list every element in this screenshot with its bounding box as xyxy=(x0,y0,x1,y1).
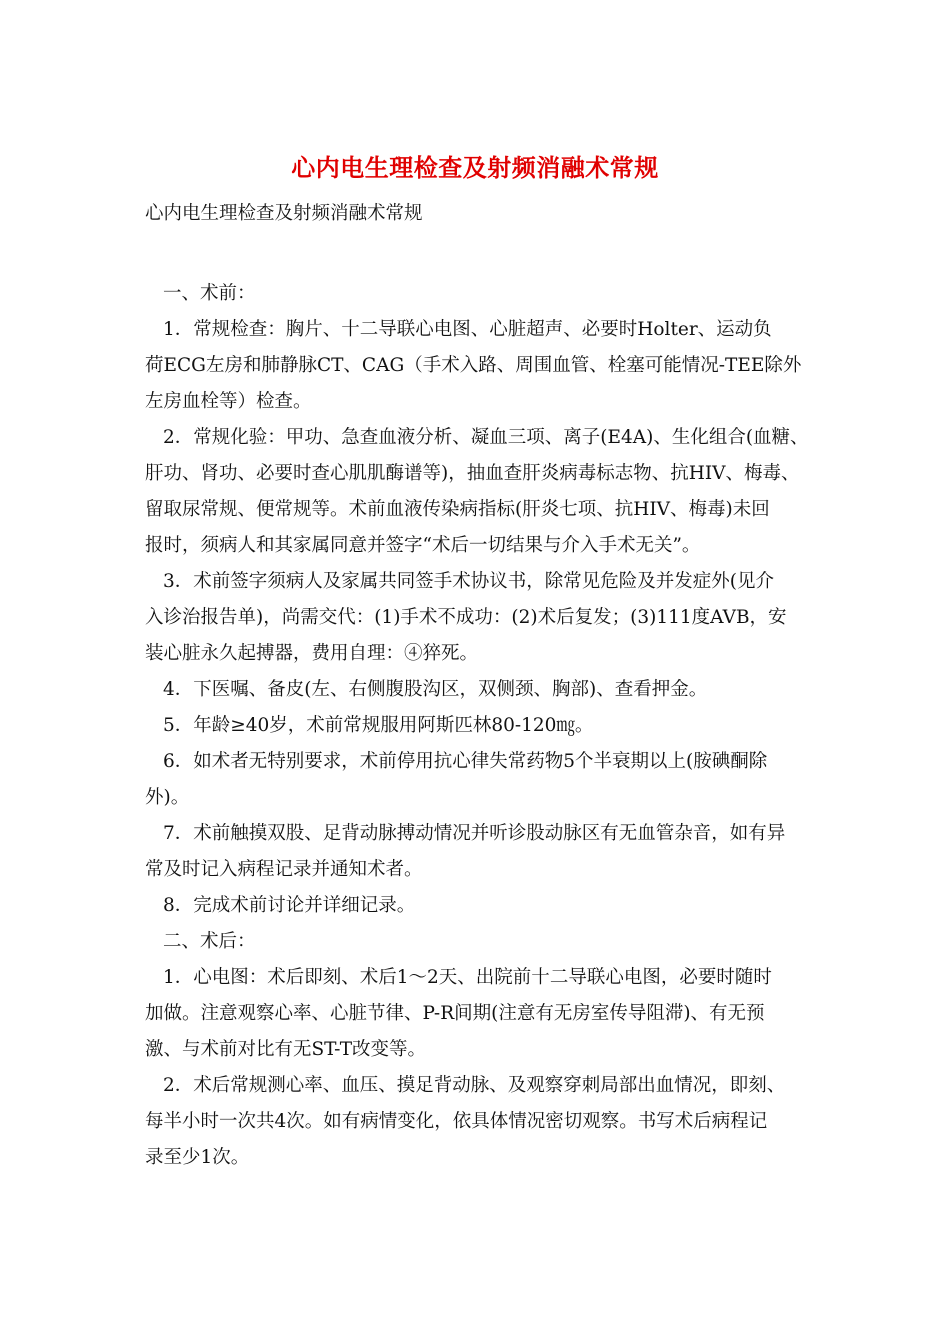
paragraph-line: 装心脏永久起搏器，费用自理：④猝死。 xyxy=(145,643,479,664)
paragraph-line: 1．心电图：术后即刻、术后1～2天、出院前十二导联心电图，必要时随时 xyxy=(163,967,772,988)
paragraph-line: 5．年龄≥40岁，术前常规服用阿斯匹林80-120㎎。 xyxy=(163,715,594,736)
paragraph-line: 2．术后常规测心率、血压、摸足背动脉、及观察穿刺局部出血情况，即刻、 xyxy=(163,1075,786,1096)
section-heading-preop: 一、术前： xyxy=(163,283,256,304)
paragraph-line: 3．术前签字须病人及家属共同签手术协议书，除常见危险及并发症外(见介 xyxy=(163,571,774,592)
paragraph-line: 加做。注意观察心率、心脏节律、P-R间期(注意有无房室传导阻滞)、有无预 xyxy=(145,1003,765,1024)
paragraph-line: 激、与术前对比有无ST-T改变等。 xyxy=(145,1039,427,1060)
paragraph-line: 荷ECG左房和肺静脉CT、CAG（手术入路、周围血管、栓塞可能情况-TEE除外 xyxy=(145,355,802,376)
paragraph-line: 常及时记入病程记录并通知术者。 xyxy=(145,859,423,880)
paragraph-line: 6．如术者无特别要求，术前停用抗心律失常药物5个半衰期以上(胺碘酮除 xyxy=(163,751,768,772)
paragraph-line: 报时，须病人和其家属同意并签字“术后一切结果与介入手术无关”。 xyxy=(145,535,701,556)
paragraph-line: 左房血栓等）检查。 xyxy=(145,391,312,412)
paragraph-line: 每半小时一次共4次。如有病情变化，依具体情况密切观察。书写术后病程记 xyxy=(145,1111,768,1132)
paragraph-line: 入诊治报告单)，尚需交代：(1)手术不成功：(2)术后复发；(3)111度AVB，安 xyxy=(145,607,787,628)
paragraph-line: 7．术前触摸双股、足背动脉搏动情况并听诊股动脉区有无血管杂音，如有异 xyxy=(163,823,786,844)
paragraph-line: 1．常规检查：胸片、十二导联心电图、心脏超声、必要时Holter、运动负 xyxy=(163,319,772,340)
paragraph-line: 留取尿常规、便常规等。术前血液传染病指标(肝炎七项、抗HIV、梅毒)未回 xyxy=(145,499,770,520)
document-title: 心内电生理检查及射频消融术常规 xyxy=(291,154,659,182)
subtitle-line: 心内电生理检查及射频消融术常规 xyxy=(145,203,423,224)
document-body xyxy=(145,196,825,1176)
paragraph-line: 肝功、肾功、必要时查心肌肌酶谱等)，抽血查肝炎病毒标志物、抗HIV、梅毒、 xyxy=(145,463,800,484)
paragraph-line: 外)。 xyxy=(145,787,190,808)
spacer xyxy=(145,232,825,276)
paragraph-line: 录至少1次。 xyxy=(145,1147,250,1168)
paragraph-line: 2．常规化验：甲功、急查血液分析、凝血三项、离子(E4A)、生化组合(血糖、 xyxy=(163,427,809,448)
paragraph-line: 4．下医嘱、备皮(左、右侧腹股沟区，双侧颈、胸部)、查看押金。 xyxy=(163,679,708,700)
section-heading-postop: 二、术后： xyxy=(163,931,256,952)
paragraph-line: 8．完成术前讨论并详细记录。 xyxy=(163,895,416,916)
